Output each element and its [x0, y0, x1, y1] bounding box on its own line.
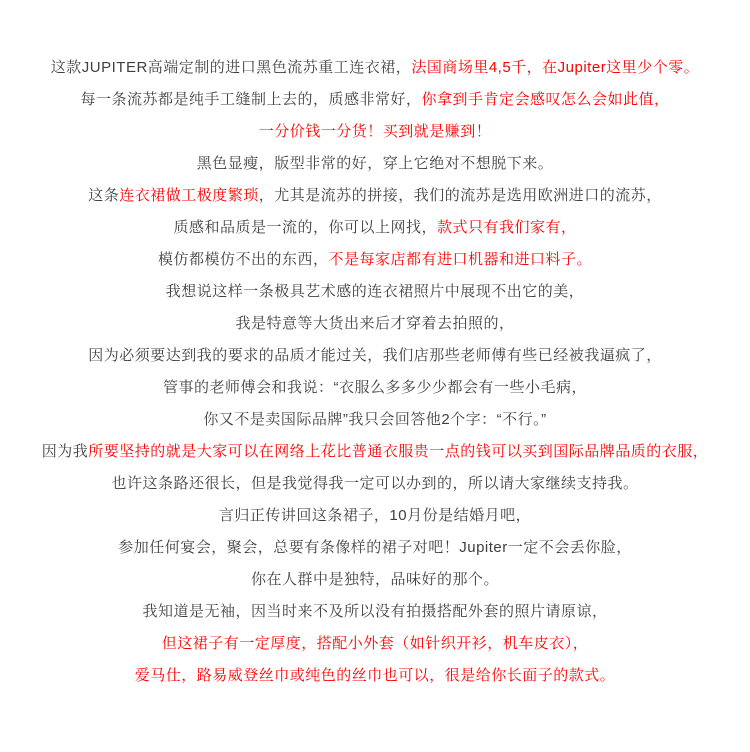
description-text-segment: 模仿都模仿不出的东西，	[157, 251, 329, 268]
description-line	[30, 84, 720, 116]
description-text-segment: 因为必须要达到我的要求的品质才能过关，我们店那些老师傅有些已经被我逼疯了，	[88, 347, 662, 364]
description-line	[30, 148, 720, 180]
description-line	[30, 628, 720, 660]
description-highlight-segment: 一分价钱一分货！买到就是赚到！	[258, 123, 492, 140]
description-line	[30, 564, 720, 596]
description-text-segment: 言归正传讲回这条裙子，10月份是结婚月吧，	[218, 507, 532, 524]
description-text-segment: 这款JUPITER高端定制的进口黑色流苏重工连衣裙，	[50, 59, 412, 76]
description-text-segment: ，尤其是流苏的拼接，我们的流苏是选用欧洲进口的流苏，	[258, 187, 662, 204]
description-highlight-segment: 所要坚持的就是大家可以在网络上花比普通衣服贵一点的钱可以买到国际品牌品质的衣服，	[88, 443, 709, 460]
description-line	[30, 500, 720, 532]
description-text-segment: 参加任何宴会，聚会，总要有条像样的裙子对吧！Jupiter一定不会丢你脸，	[118, 539, 632, 556]
description-line	[30, 244, 720, 276]
description-line	[30, 660, 720, 692]
description-text-segment: 你又不是卖国际品牌”我只会回答他2个字：“不行。”	[203, 411, 547, 428]
description-text-segment: 因为我	[41, 443, 89, 460]
description-line	[30, 372, 720, 404]
description-line	[30, 340, 720, 372]
description-line	[30, 404, 720, 436]
description-line	[30, 532, 720, 564]
description-text-segment: 我是特意等大货出来后才穿着去拍照的，	[235, 315, 515, 332]
description-line	[30, 180, 720, 212]
description-line	[30, 212, 720, 244]
description-text-segment: 你在人群中是独特，品味好的那个。	[250, 571, 499, 588]
description-line	[30, 52, 720, 84]
description-line	[30, 468, 720, 500]
description-text-segment: 这条	[88, 187, 120, 204]
description-line	[30, 596, 720, 628]
description-text-segment: 质感和品质是一流的，你可以上网找，	[173, 219, 437, 236]
description-highlight-segment: 爱马仕，路易威登丝巾或纯色的丝巾也可以，很是给你长面子的款式。	[134, 667, 616, 684]
description-highlight-segment: 你拿到手肯定会感叹怎么会如此值，	[421, 91, 670, 108]
description-highlight-segment: 但这裙子有一定厚度，搭配小外套（如针织开衫，机车皮衣），	[161, 635, 589, 652]
description-line	[30, 116, 720, 148]
description-text-segment: 管事的老师傅会和我说：“衣服么多多少少都会有一些小毛病，	[163, 379, 587, 396]
description-text-segment: 也许这条路还很长，但是我觉得我一定可以办到的，所以请大家继续支持我。	[111, 475, 639, 492]
description-line	[30, 436, 720, 468]
description-highlight-segment: 法国商场里4,5千，在Jupiter这里少个零。	[411, 59, 700, 76]
description-line	[30, 308, 720, 340]
description-highlight-segment: 不是每家店都有进口机器和进口料子。	[328, 251, 593, 268]
description-text-segment: 我想说这样一条极具艺术感的连衣裙照片中展现不出它的美，	[165, 283, 585, 300]
description-line	[30, 276, 720, 308]
description-text-segment: 我知道是无袖，因当时来不及所以没有拍摄搭配外套的照片请原谅，	[142, 603, 608, 620]
description-highlight-segment: 款式只有我们家有，	[437, 219, 577, 236]
description-text-segment: 黑色显瘦，版型非常的好，穿上它绝对不想脱下来。	[196, 155, 554, 172]
description-text-segment: 每一条流苏都是纯手工缝制上去的，质感非常好，	[80, 91, 422, 108]
description-highlight-segment: 连衣裙做工极度繁琐	[119, 187, 259, 204]
